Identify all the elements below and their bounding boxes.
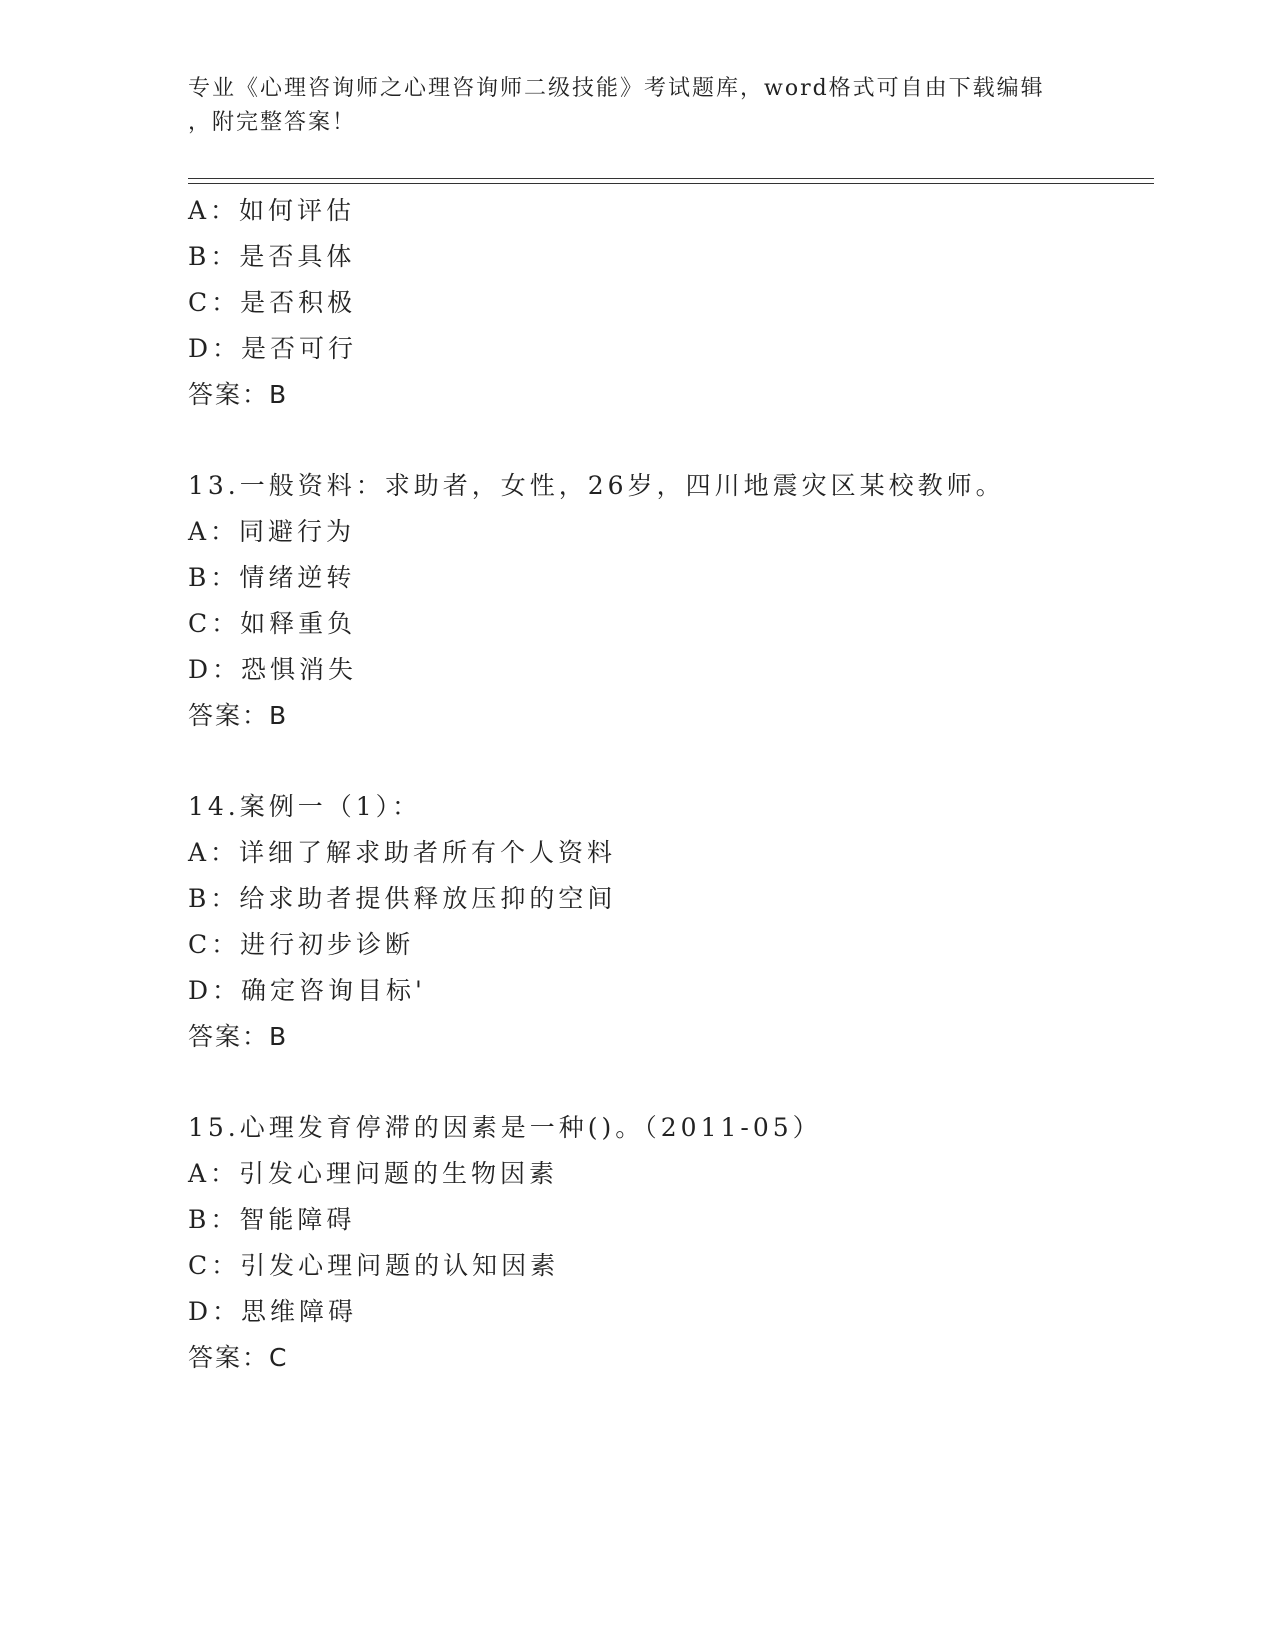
option-d: D：确定咨询目标' bbox=[188, 976, 426, 1005]
option-a: A：详细了解求助者所有个人资料 bbox=[188, 838, 617, 867]
document-header bbox=[188, 72, 1088, 140]
question-stem: 13.一般资料：求助者，女性，26岁，四川地震灾区某校教师。 bbox=[188, 471, 1005, 500]
option-c: C：引发心理问题的认知因素 bbox=[188, 1251, 560, 1280]
option-a: A：如何评估 bbox=[188, 196, 356, 225]
header-title-line-2: ，附完整答案！ bbox=[188, 110, 357, 135]
option-c: C：是否积极 bbox=[188, 288, 357, 317]
header-divider-bottom bbox=[188, 183, 1154, 184]
option-d: D：思维障碍 bbox=[188, 1297, 358, 1326]
option-b: B：给求助者提供释放压抑的空间 bbox=[188, 884, 617, 913]
option-b: B：是否具体 bbox=[188, 242, 356, 271]
spacer bbox=[188, 418, 1154, 463]
question-13 bbox=[188, 463, 1154, 739]
option-a: A：同避行为 bbox=[188, 517, 356, 546]
option-c: C：如释重负 bbox=[188, 609, 357, 638]
question-list bbox=[188, 188, 1154, 1381]
answer-line: 答案：B bbox=[188, 701, 289, 730]
answer-line: 答案：B bbox=[188, 1022, 289, 1051]
question-14 bbox=[188, 784, 1154, 1060]
option-a: A：引发心理问题的生物因素 bbox=[188, 1159, 559, 1188]
option-d: D：是否可行 bbox=[188, 334, 358, 363]
answer-line: 答案：B bbox=[188, 380, 289, 409]
option-b: B：智能障碍 bbox=[188, 1205, 356, 1234]
option-b: B：情绪逆转 bbox=[188, 563, 356, 592]
question-stem: 15.心理发育停滞的因素是一种()。（2011-05） bbox=[188, 1113, 822, 1142]
header-divider-top bbox=[188, 178, 1154, 179]
header-title-line-1: 专业《心理咨询师之心理咨询师二级技能》考试题库，word格式可自由下载编辑 bbox=[188, 76, 1045, 101]
question-15 bbox=[188, 1105, 1154, 1381]
spacer bbox=[188, 739, 1154, 784]
answer-line: 答案：C bbox=[188, 1343, 289, 1372]
option-c: C：进行初步诊断 bbox=[188, 930, 415, 959]
spacer bbox=[188, 1060, 1154, 1105]
question-stem: 14.案例一（1）： bbox=[188, 792, 422, 821]
question-12 bbox=[188, 188, 1154, 418]
option-d: D：恐惧消失 bbox=[188, 655, 358, 684]
